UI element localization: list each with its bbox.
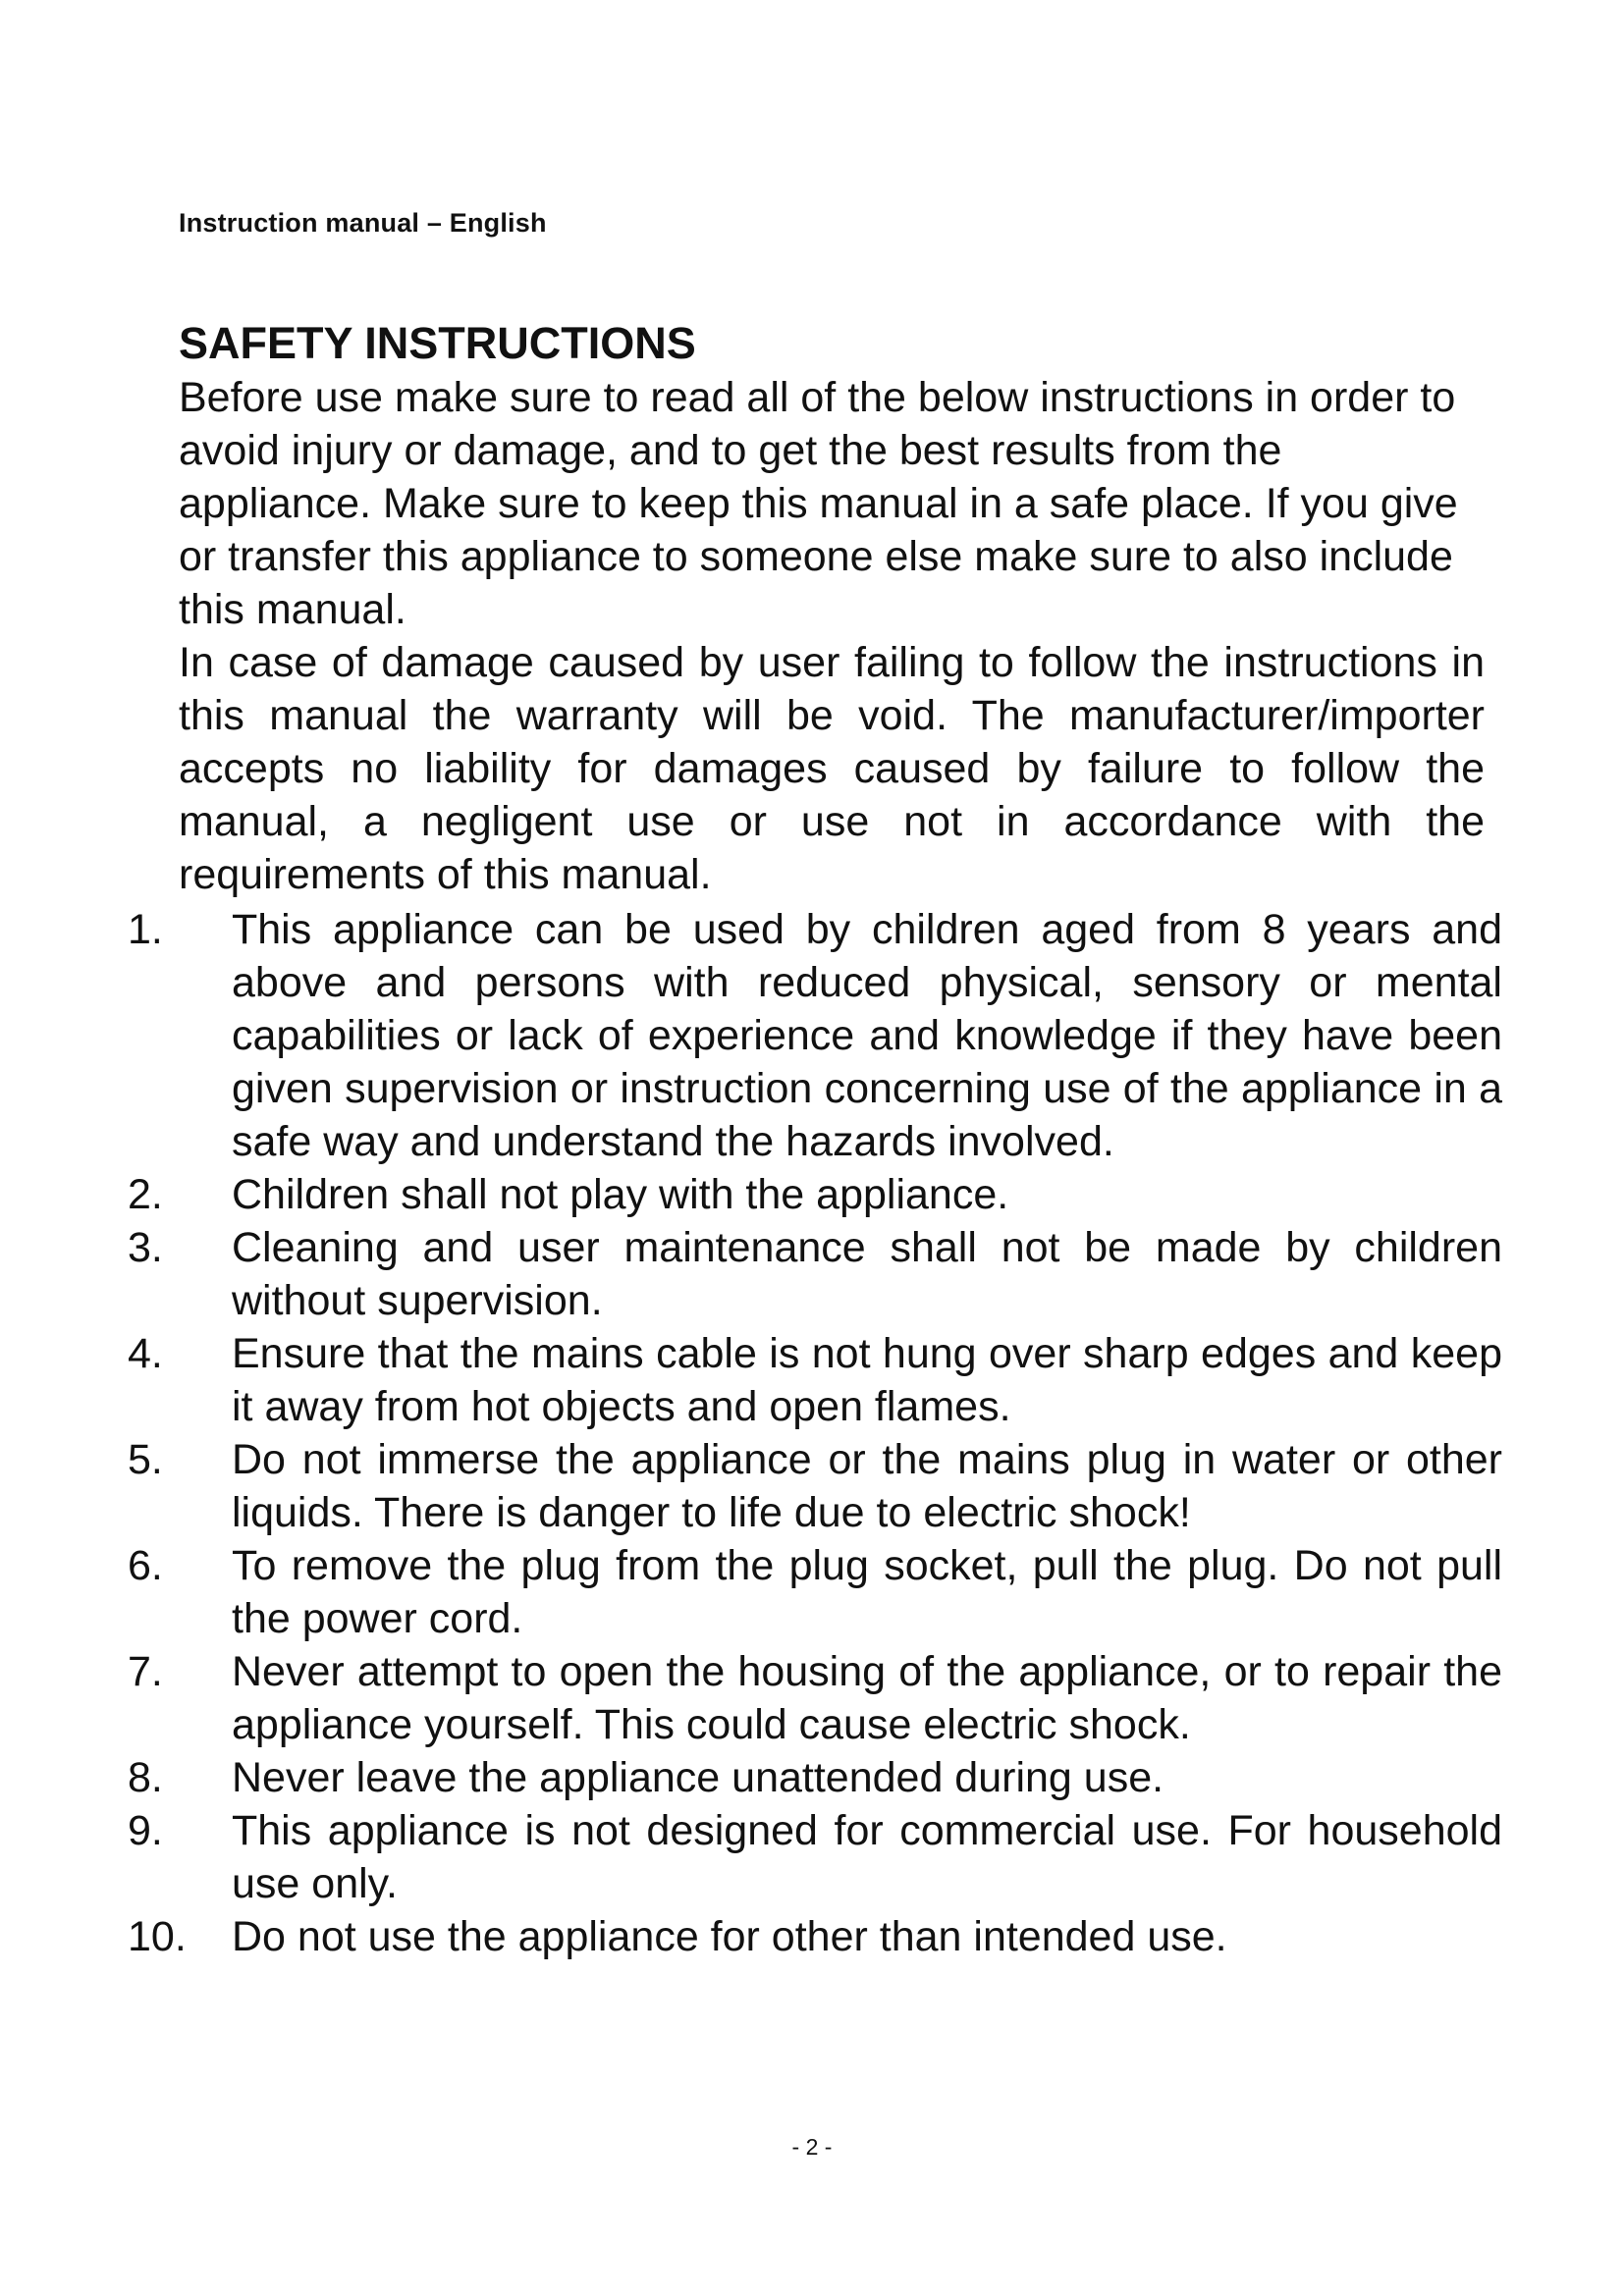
item-number: 7. bbox=[128, 1648, 163, 1695]
list-item bbox=[128, 1910, 1502, 1963]
list-item bbox=[128, 1539, 1502, 1645]
list-item bbox=[128, 1751, 1502, 1804]
item-text: To remove the plug from the plug socket, pull the plug. Do not pull the power cord. bbox=[232, 1542, 1502, 1642]
item-text: Ensure that the mains cable is not hung over sharp edges and keep it away from hot objects and open flames. bbox=[232, 1330, 1502, 1430]
item-text: Never leave the appliance unattended during use. bbox=[232, 1754, 1164, 1801]
item-number: 10. bbox=[128, 1913, 187, 1960]
item-number: 4. bbox=[128, 1330, 163, 1377]
item-text: This appliance is not designed for commercial use. For household use only. bbox=[232, 1807, 1502, 1907]
intro-paragraph: Before use make sure to read all of the below instructions in order to avoid injury or damage, and to get the best results from the appliance. Make sure to keep this manual in a safe place. If you give or transfer this appliance to someone else make sure to also include this manual. bbox=[179, 374, 1458, 633]
item-text: This appliance can be used by children aged from 8 years and above and persons with reduced physical, sensory or mental capabilities or lack of experience and knowledge if they have been given supervision or instruction concerning use of the appliance in a safe way and understand the hazards involved. bbox=[232, 906, 1502, 1165]
list-item bbox=[128, 1645, 1502, 1751]
safety-section bbox=[179, 316, 1485, 901]
item-number: 6. bbox=[128, 1542, 163, 1589]
item-text: Never attempt to open the housing of the appliance, or to repair the appliance yourself. This could cause electric shock. bbox=[232, 1648, 1502, 1748]
item-number: 1. bbox=[128, 906, 163, 953]
list-item bbox=[128, 1433, 1502, 1539]
list-item bbox=[128, 1168, 1502, 1221]
warranty-paragraph: In case of damage caused by user failing to follow the instructions in this manual the warranty will be void. The manufacturer/importer accepts no liability for damages caused by failure to follow the manual, a negligent use or use not in accordance with the requirements of this manual. bbox=[179, 639, 1485, 898]
list-item bbox=[128, 903, 1502, 1168]
list-item bbox=[128, 1327, 1502, 1433]
list-item bbox=[128, 1221, 1502, 1327]
safety-instructions-list bbox=[128, 903, 1502, 1963]
item-number: 3. bbox=[128, 1224, 163, 1271]
item-text: Cleaning and user maintenance shall not be made by children without supervision. bbox=[232, 1224, 1502, 1324]
item-text: Do not use the appliance for other than intended use. bbox=[232, 1913, 1227, 1960]
item-number: 9. bbox=[128, 1807, 163, 1854]
page-number: - 2 - bbox=[791, 2134, 833, 2160]
item-number: 5. bbox=[128, 1436, 163, 1483]
item-number: 8. bbox=[128, 1754, 163, 1801]
page-header: Instruction manual – English bbox=[179, 208, 547, 238]
section-title: SAFETY INSTRUCTIONS bbox=[179, 318, 696, 368]
item-number: 2. bbox=[128, 1171, 163, 1218]
list-item bbox=[128, 1804, 1502, 1910]
item-text: Children shall not play with the appliance. bbox=[232, 1171, 1009, 1218]
item-text: Do not immerse the appliance or the mains plug in water or other liquids. There is danger to life due to electric shock! bbox=[232, 1436, 1502, 1536]
